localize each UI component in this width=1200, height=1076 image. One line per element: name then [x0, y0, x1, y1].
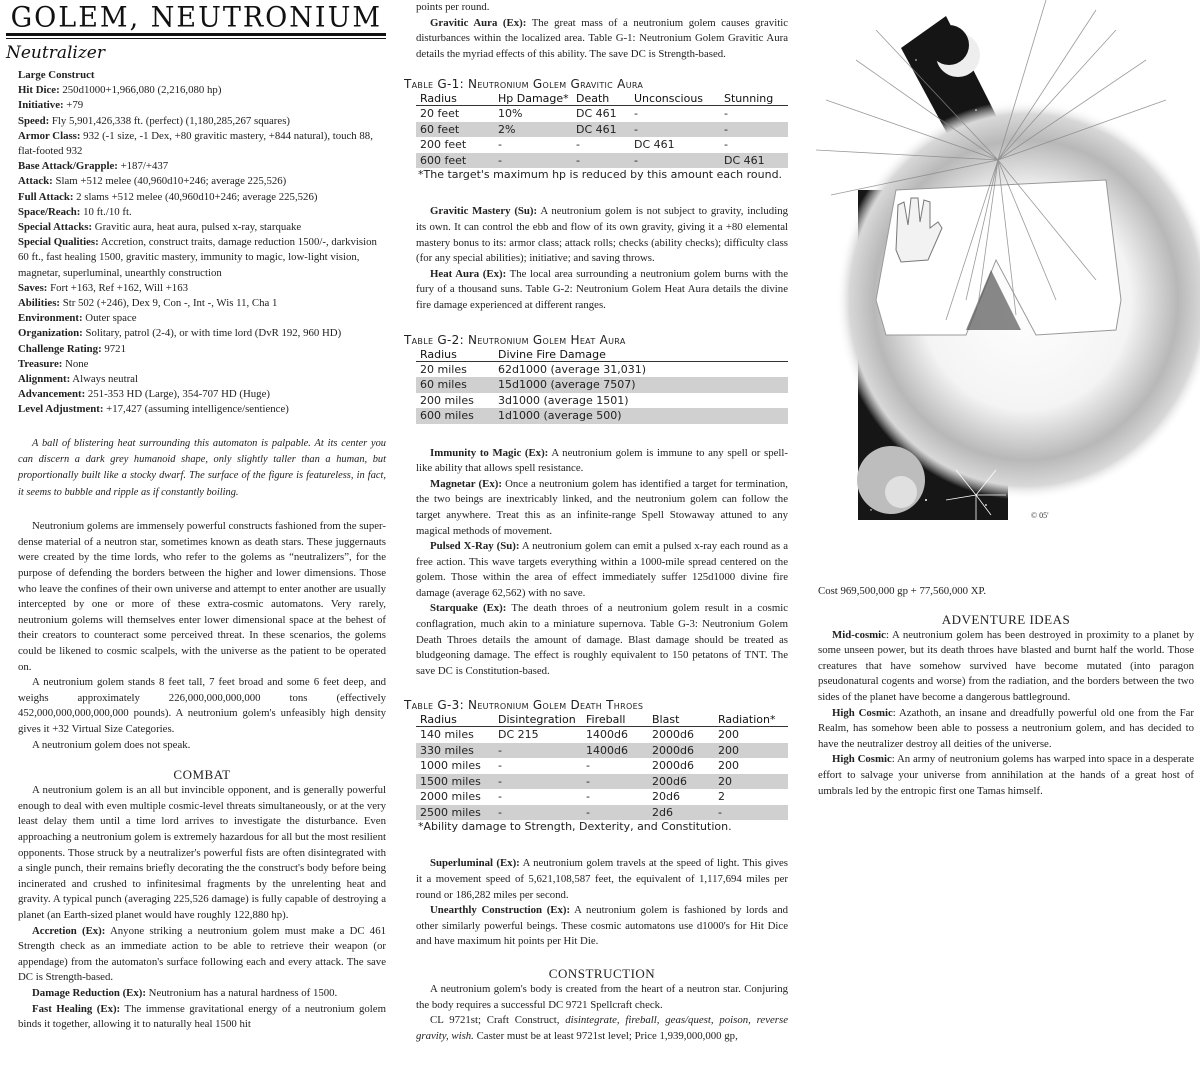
- description-paragraph: A neutronium golem does not speak.: [32, 738, 191, 751]
- stat-space-reach: Space/Reach: 10 ft./10 ft.: [18, 205, 132, 218]
- stat-treasure: Treasure: None: [18, 357, 89, 370]
- stat-advancement: Advancement: 251-353 HD (Large), 354-707 HD (Huge): [18, 388, 270, 401]
- stat-initiative: Initiative: +79: [18, 99, 84, 112]
- table-footnote: *The target's maximum hp is reduced by this amount each round.: [418, 168, 783, 182]
- table-header-row: Radius Disintegration Fireball Blast Radiation*: [416, 713, 788, 727]
- stat-alignment: Alignment: Always neutral: [18, 373, 138, 386]
- table-title: Table G-1: Neutronium Golem Gravitic Aura: [404, 77, 644, 92]
- table-row: 600 miles 1d1000 (average 500): [416, 408, 788, 424]
- table-row: 600 feet - - - DC 461: [416, 153, 788, 169]
- title-divider: [6, 33, 386, 39]
- construction-requirements: CL 9721st; Craft Construct, disintegrate, fireball, geas/quest, poison, reverse gravity, wish. Caster must be at least 9721st level; Price 1,939,000,000 gp,: [416, 1014, 789, 1042]
- construction-text: A neutronium golem's body is created from the heart of a neutron star. Conjuring the body requires a successful DC 9721 Spellcraft check.: [416, 983, 788, 1011]
- construction-cost: Cost 969,500,000 gp + 77,560,000 XP.: [818, 585, 987, 597]
- statblock: [6, 68, 386, 418]
- ability-gravitic-mastery: Gravitic Mastery (Su): A neutronium golem is not subject to gravity, including its own. It can control the ebb and flow of its own gravity, giving it a +80 elemental mastery bonus to its: armor class; attack rolls; checks (ability checks); difficulty class (for any special abilities); initiative; and saving throws.: [416, 205, 789, 265]
- stat-abilities: Abilities: Str 502 (+246), Dex 9, Con -, Int -, Wis 11, Cha 1: [18, 297, 278, 310]
- table-row: 140 miles DC 215 1400d6 2000d6 200: [420, 728, 739, 742]
- table-header-row: Radius Hp Damage* Death Unconscious Stunning: [416, 92, 788, 106]
- stat-saves: Saves: Fort +163, Ref +162, Will +163: [18, 281, 189, 294]
- stat-challenge-rating: Challenge Rating: 9721: [18, 342, 126, 355]
- ability-superluminal: Superluminal (Ex): A neutronium golem travels at the speed of light. This gives it a movement speed of 5,621,108,587 feet, the equivalent of 1,117,694 miles per round or 186,282 miles per second.: [416, 857, 789, 901]
- stat-speed: Speed: Fly 5,901,426,338 ft. (perfect) (1,180,285,267 squares): [18, 114, 290, 127]
- right-column-text: [810, 584, 1194, 799]
- combat-heading: COMBAT: [173, 767, 231, 783]
- table-row: 200 feet - - DC 461 -: [420, 138, 728, 152]
- table-row: 200 miles 3d1000 (average 1501): [420, 393, 629, 407]
- stat-hit-dice: Hit Dice: 250d1000+1,966,080 (2,216,080 hp): [18, 84, 222, 97]
- death-throes-table: [416, 713, 788, 820]
- table-row: 2500 miles - - 2d6 -: [416, 805, 788, 821]
- stat-organization: Organization: Solitary, patrol (2-4), or with time lord (DvR 192, 960 HD): [18, 327, 342, 340]
- heat-aura-table: [416, 348, 788, 424]
- ability-immunity-to-magic: Immunity to Magic (Ex): A neutronium golem is immune to any spell or spell-like ability that allows spell resistance.: [416, 446, 789, 475]
- artist-signature: © 05': [1031, 511, 1049, 520]
- table-row: 20 feet 10% DC 461 - -: [420, 107, 728, 121]
- ability-magnetar: Magnetar (Ex): Once a neutronium golem has identified a target for termination, the two beings are inextricably linked, and the neutronium golem can follow the target anywhere. Treat this as an infinite-range Spell Stowaway attuned to any magical methods of movement.: [416, 477, 788, 537]
- table-header-row: Radius Divine Fire Damage: [416, 348, 788, 362]
- table-footnote: *Ability damage to Strength, Dexterity, and Constitution.: [418, 820, 732, 834]
- flavor-text: A ball of blistering heat surrounding this automaton is palpable. At its center you can discern a dark grey humanoid shape, only slightly taller than a human, but proportionally built like a stocky dwarf. The surface of the figure is featureless, in fact, it seems to bubble and ripple as if constantly boiling.: [18, 437, 386, 498]
- adventure-idea: High Cosmic: An army of neutronium golems has warped into space in a desperate effort to salvage your universe from annihilation at the hands of a great host of umbrals led by the entropic first one Tamas himself.: [818, 753, 1195, 797]
- table-row: 60 miles 15d1000 (average 7507): [416, 377, 788, 393]
- table-row: 60 feet 2% DC 461 - -: [416, 122, 788, 138]
- table-g2: [404, 332, 788, 424]
- stat-environment: Environment: Outer space: [18, 312, 137, 325]
- middle-column: [404, 0, 788, 1044]
- stat-type: Large Construct: [18, 69, 95, 81]
- stat-base-attack: Base Attack/Grapple: +187/+437: [18, 160, 169, 173]
- table-row: 330 miles - 1400d6 2000d6 200: [416, 743, 788, 759]
- stat-attack: Attack: Slam +512 melee (40,960d10+246; average 225,526): [18, 175, 287, 188]
- ability-damage-reduction: Damage Reduction (Ex): Neutronium has a natural hardness of 1500.: [32, 986, 338, 999]
- creature-subtitle: Neutralizer: [6, 43, 105, 63]
- table-g3: [404, 697, 788, 834]
- stat-level-adjustment: Level Adjustment: +17,427 (assuming intelligence/sentience): [18, 403, 289, 416]
- ability-gravitic-aura: Gravitic Aura (Ex): The great mass of a neutronium golem causes gravitic disturbances within the localized area. Table G-1: Neutronium Golem Gravitic Aura details the myriad effects of this ability. The save DC is Strength-based.: [416, 16, 789, 60]
- neutronium-golem-illustration: [816, 0, 1200, 580]
- gravitic-aura-table: [416, 92, 788, 168]
- adventure-idea: High Cosmic: Azathoth, an insane and dreadfully powerful old one from the Far Realm, has somehow been able to possess a neutronium golem, and has decided to have the neutralizer destroy all deities of the universe.: [818, 706, 1194, 750]
- stat-armor-class: Armor Class: 932 (-1 size, -1 Dex, +80 gravitic mastery, +844 natural), touch 88, flat-footed 932: [18, 129, 373, 158]
- ability-fast-healing: Fast Healing (Ex): The immense gravitational energy of a neutronium golem binds it together, allowing it to naturally heal 1500 hit: [18, 1002, 386, 1031]
- table-title: Table G-2: Neutronium Golem Heat Aura: [404, 332, 626, 347]
- ability-pulsed-x-ray: Pulsed X-Ray (Su): A neutronium golem can emit a pulsed x-ray each round as a free action. This wave targets everything within a 1000-mile spread centered on the golem. Those within the area of effect immediately suffer 125d1000 divine fire damage (average 62,562) with no save.: [416, 540, 788, 599]
- adventure-ideas-heading: ADVENTURE IDEAS: [941, 611, 1071, 627]
- combat-intro: A neutronium golem is an all but invincible opponent, and is generally powerful enough to deal with even multiple cosmic-level threats simultaneously, or at the very least delay them until a time lord arrives to investigate the disturbance. Even approaching a neutronium golem is extremely hazardous for all but the most resilient opponents. Those struck by a neutralizer's powerful fists are often disintegrated with a single punch, their remains briefly decorating the the construct's body before being incinerated and crushed to infinitesimal fragments by the unrelenting heat and gravity. A typical punch (averaging 225,526 damage) is fully capable of destroying a planet (an Earth-sized planet would have roughly 122,880 hp).: [18, 784, 386, 921]
- stat-special-qualities: Special Qualities: Accretion, construct traits, damage reduction 1500/-, darkvision 60 ft., fast healing 1500, gravitic mastery, immunity to magic, low-light vision, magnetar, superluminal, unearthly construction: [18, 236, 377, 279]
- description-paragraph: A neutronium golem stands 8 feet tall, 7 feet broad and some 6 feet deep, and weighs approximately 226,000,000,000,000 tons (effectively 452,000,000,000,000,000 pounds). A neutronium golem's unfeasibly high density gives it +32 Virtual Size Categories.: [18, 676, 386, 736]
- continuation-text: points per round.: [416, 1, 490, 13]
- ability-heat-aura: Heat Aura (Ex): The local area surrounding a neutronium golem burns with the fury of a thousand suns. Table G-2: Neutronium Golem Heat Aura details the divine fire damage experienced at different ranges.: [416, 267, 788, 311]
- table-row: 1500 miles - - 200d6 20: [416, 774, 788, 790]
- description-paragraph: Neutronium golems are immensely powerful constructs fashioned from the super-dense material of a neutron star, sometimes known as death stars. These juggernauts were created by the time lords, who refer to the golems as “neutralizers”, for the purpose of defending the borders between the higher and lower dimensions. Those who leave the confines of their own universe and attempt to enter another are usually intercepted by one or more of these extra-cosmic automatons. Very rarely, neutronium golems will themselves enter lower dimensional space at the behest of their creators to counteract some perceived threat. In these scenarios, the golems could be likened to cosmic scalpels, with the universe as the patient to be operated on.: [18, 520, 386, 673]
- table-row: 1000 miles - - 2000d6 200: [420, 759, 739, 773]
- page-title: GOLEM, NEUTRONIUM: [10, 1, 382, 34]
- table-row: 20 miles 62d1000 (average 31,031): [420, 362, 647, 376]
- ability-unearthly-construction: Unearthly Construction (Ex): A neutronium golem is fashioned by lords and other similarly powerful beings. These cosmic automatons use d1000's for Hit Dice and have maximum hit points per Hit Die.: [416, 904, 789, 948]
- left-column: [6, 0, 386, 1033]
- table-g1: [404, 76, 788, 182]
- stat-full-attack: Full Attack: 2 slams +512 melee (40,960d10+246; average 225,526): [18, 190, 318, 203]
- stat-special-attacks: Special Attacks: Gravitic aura, heat aura, pulsed x-ray, starquake: [18, 221, 302, 234]
- table-row: 2000 miles - - 20d6 2: [420, 790, 725, 804]
- construction-heading: CONSTRUCTION: [548, 966, 656, 981]
- ability-starquake: Starquake (Ex): The death throes of a neutronium golem result in a cosmic conflagration, much akin to a miniature supernova. Table G-3: Neutronium Golem Death Throes details the amount of damage. Blast damage should be treated as bludgeoning damage. The effect is roughly equivalent to 150 petatons of TNT. The save DC is Constitution-based.: [416, 602, 789, 677]
- adventure-idea: Mid-cosmic: A neutronium golem has been destroyed in proximity to a planet by some unseen power, but its death throes have blasted and burnt half the world. Those creatures that have somehow survived have become mutated (into paragon pseudonatural cogents and worse) from the radiation, and the borders between the two sides of the planet have become a dangerous battleground.: [818, 628, 1194, 703]
- table-title: Table G-3: Neutronium Golem Death Throes: [404, 698, 644, 713]
- ability-accretion: Accretion (Ex): Anyone striking a neutronium golem must make a DC 461 Strength check as an immediate action to be able to retrieve their weapon (or appendage) from the automaton's surface following each and every attack. The save DC is Strength-based.: [18, 924, 386, 984]
